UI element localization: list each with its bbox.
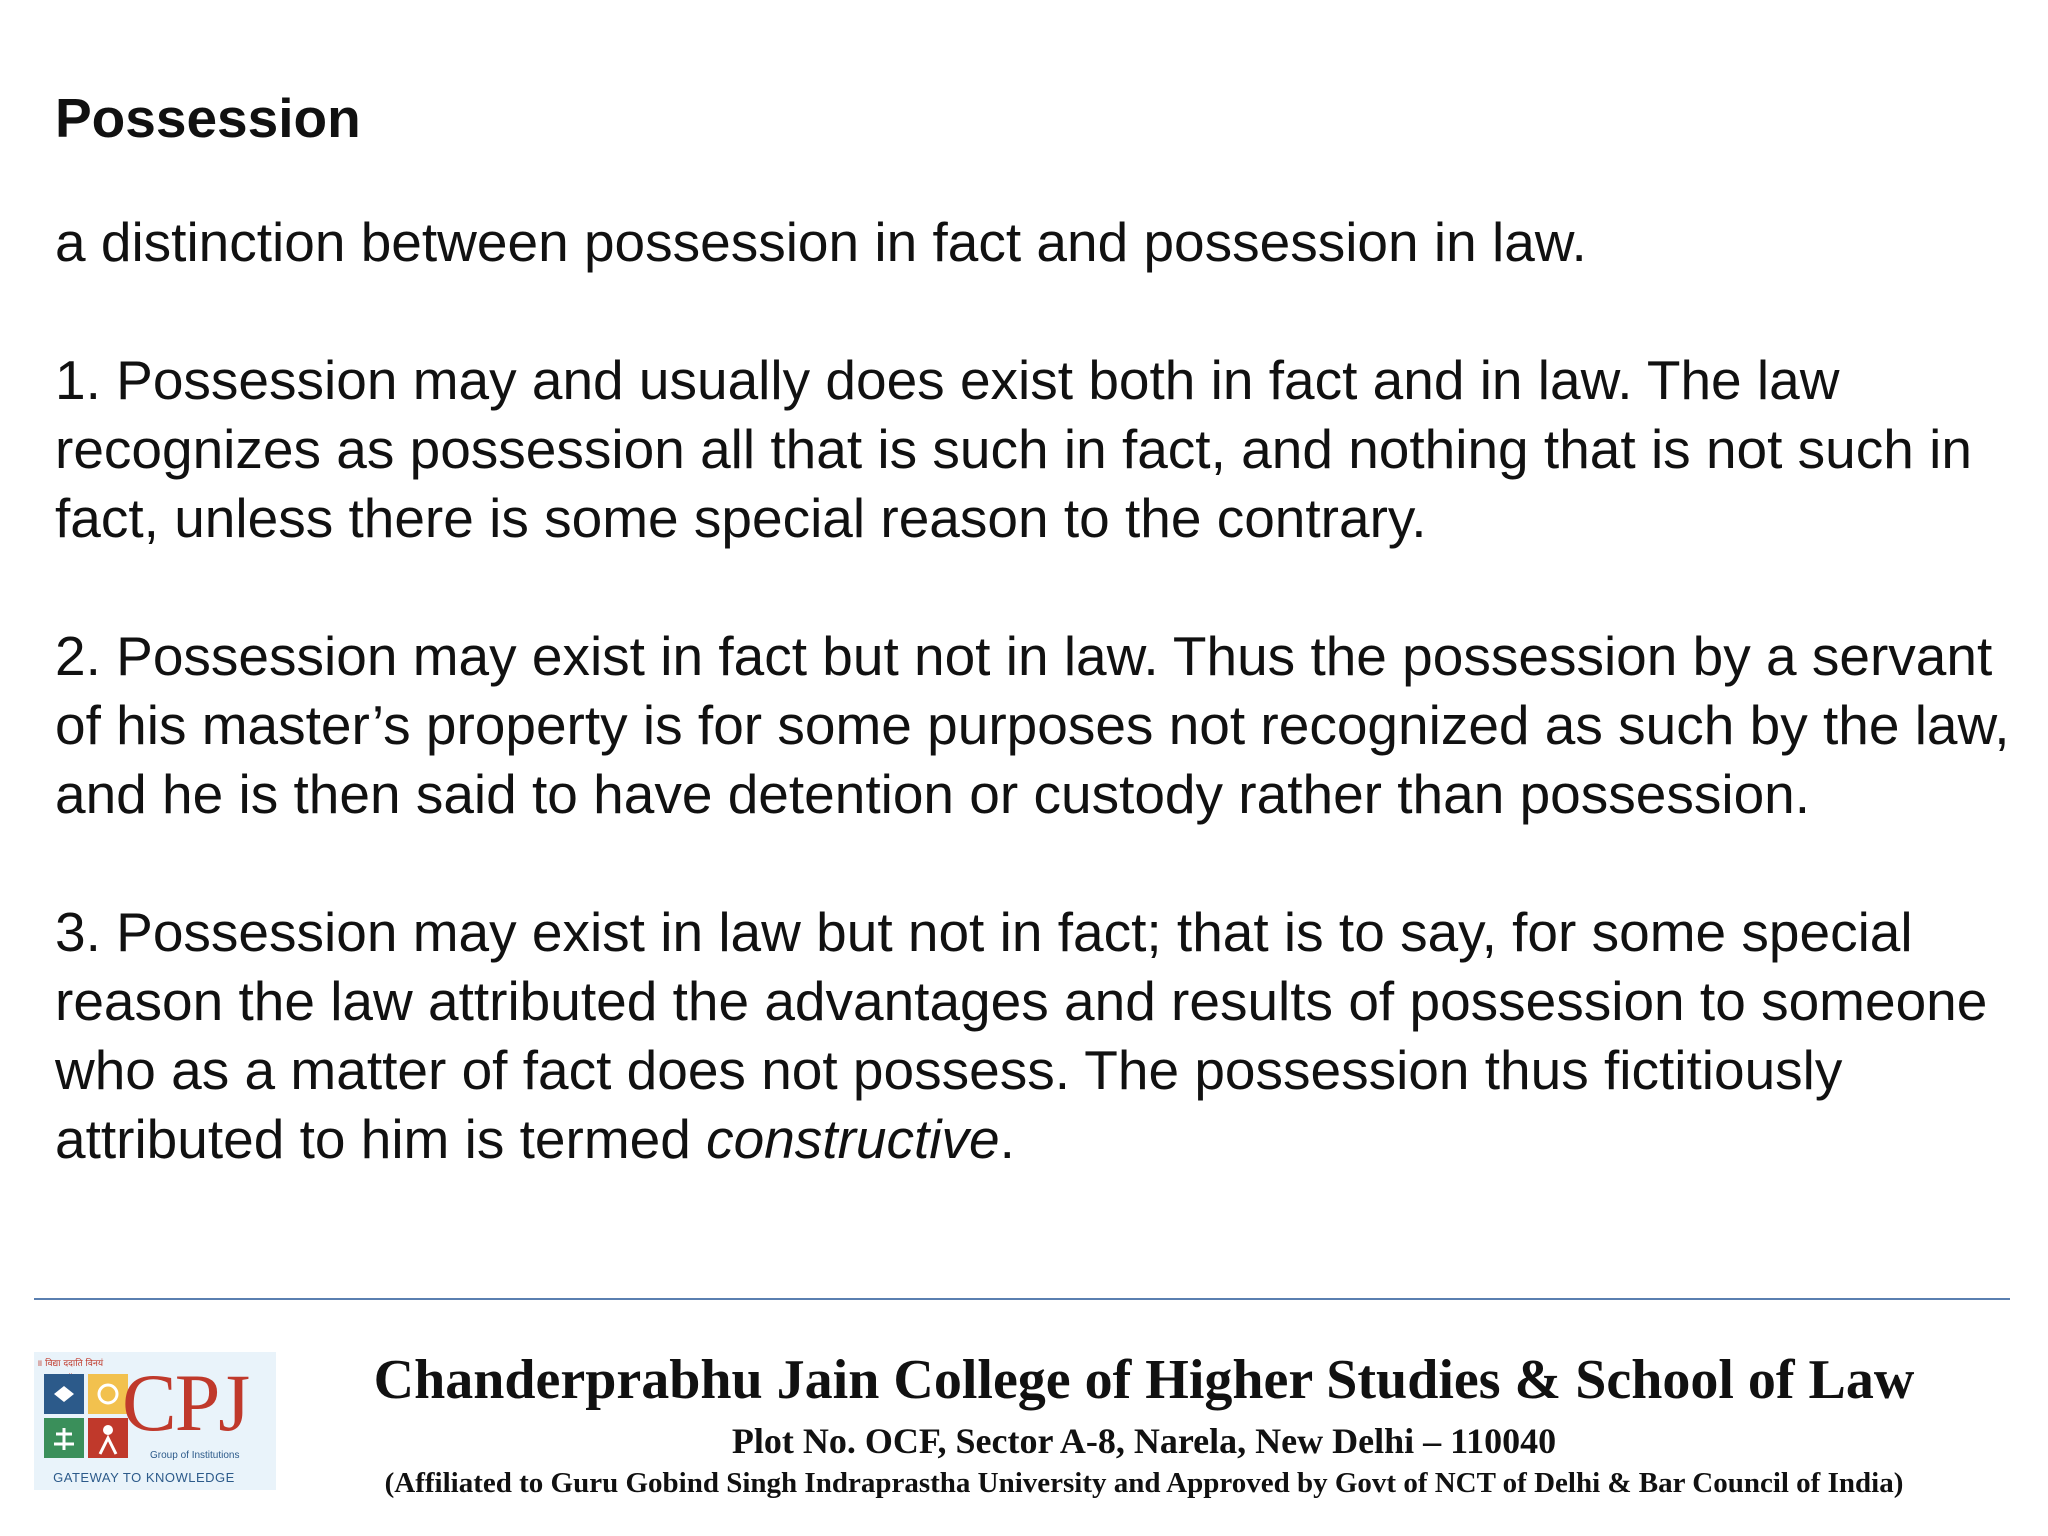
college-address: Plot No. OCF, Sector A-8, Narela, New Delhi – 110040 [731,1421,1557,1461]
logo-tagline: GATEWAY TO KNOWLEDGE [53,1470,235,1485]
logo-group-text: Group of Institutions [150,1450,240,1461]
footer [34,1340,2014,1510]
point-3-text: 3. Possession may exist in law but not in fact; that is to say, for some special reason the law attributed the advantages and results of possession to someone who as a matter of fact does not possess. The possession thus fictitiously attributed to him is termed [55,901,1988,1170]
point-3-emphasis: constructive [706,1108,1000,1170]
slide-title: Possession [55,87,361,149]
logo-motto: ॥ विद्या ददाति विनयं [36,1359,104,1369]
logo-letters: CPJ [122,1357,249,1448]
college-affiliation: (Affiliated to Guru Gobind Singh Indraprastha University and Approved by Govt of NCT of Delhi & Bar Council of India) [384,1467,1904,1499]
point-3-paragraph [55,898,2015,1174]
point-3-end: . [999,1108,1015,1170]
point-1-paragraph: 1. Possession may and usually does exist both in fact and in law. The law recognizes as possession all that is such in fact, and nothing that is not such in fact, unless there is some special reason to the contrary. [55,349,1972,549]
college-name: Chanderprabhu Jain College of Higher Studies & School of Law [373,1349,1915,1411]
point-2-paragraph: 2. Possession may exist in fact but not in law. Thus the possession by a servant of his master’s property is for some purposes not recognized as such by the law, and he is then said to have detention or custody rather than possession. [55,625,2010,825]
footer-divider [34,1298,2010,1300]
college-logo [34,1352,276,1490]
intro-paragraph: a distinction between possession in fact and possession in law. [55,211,1587,273]
slide-content [55,78,2015,1243]
